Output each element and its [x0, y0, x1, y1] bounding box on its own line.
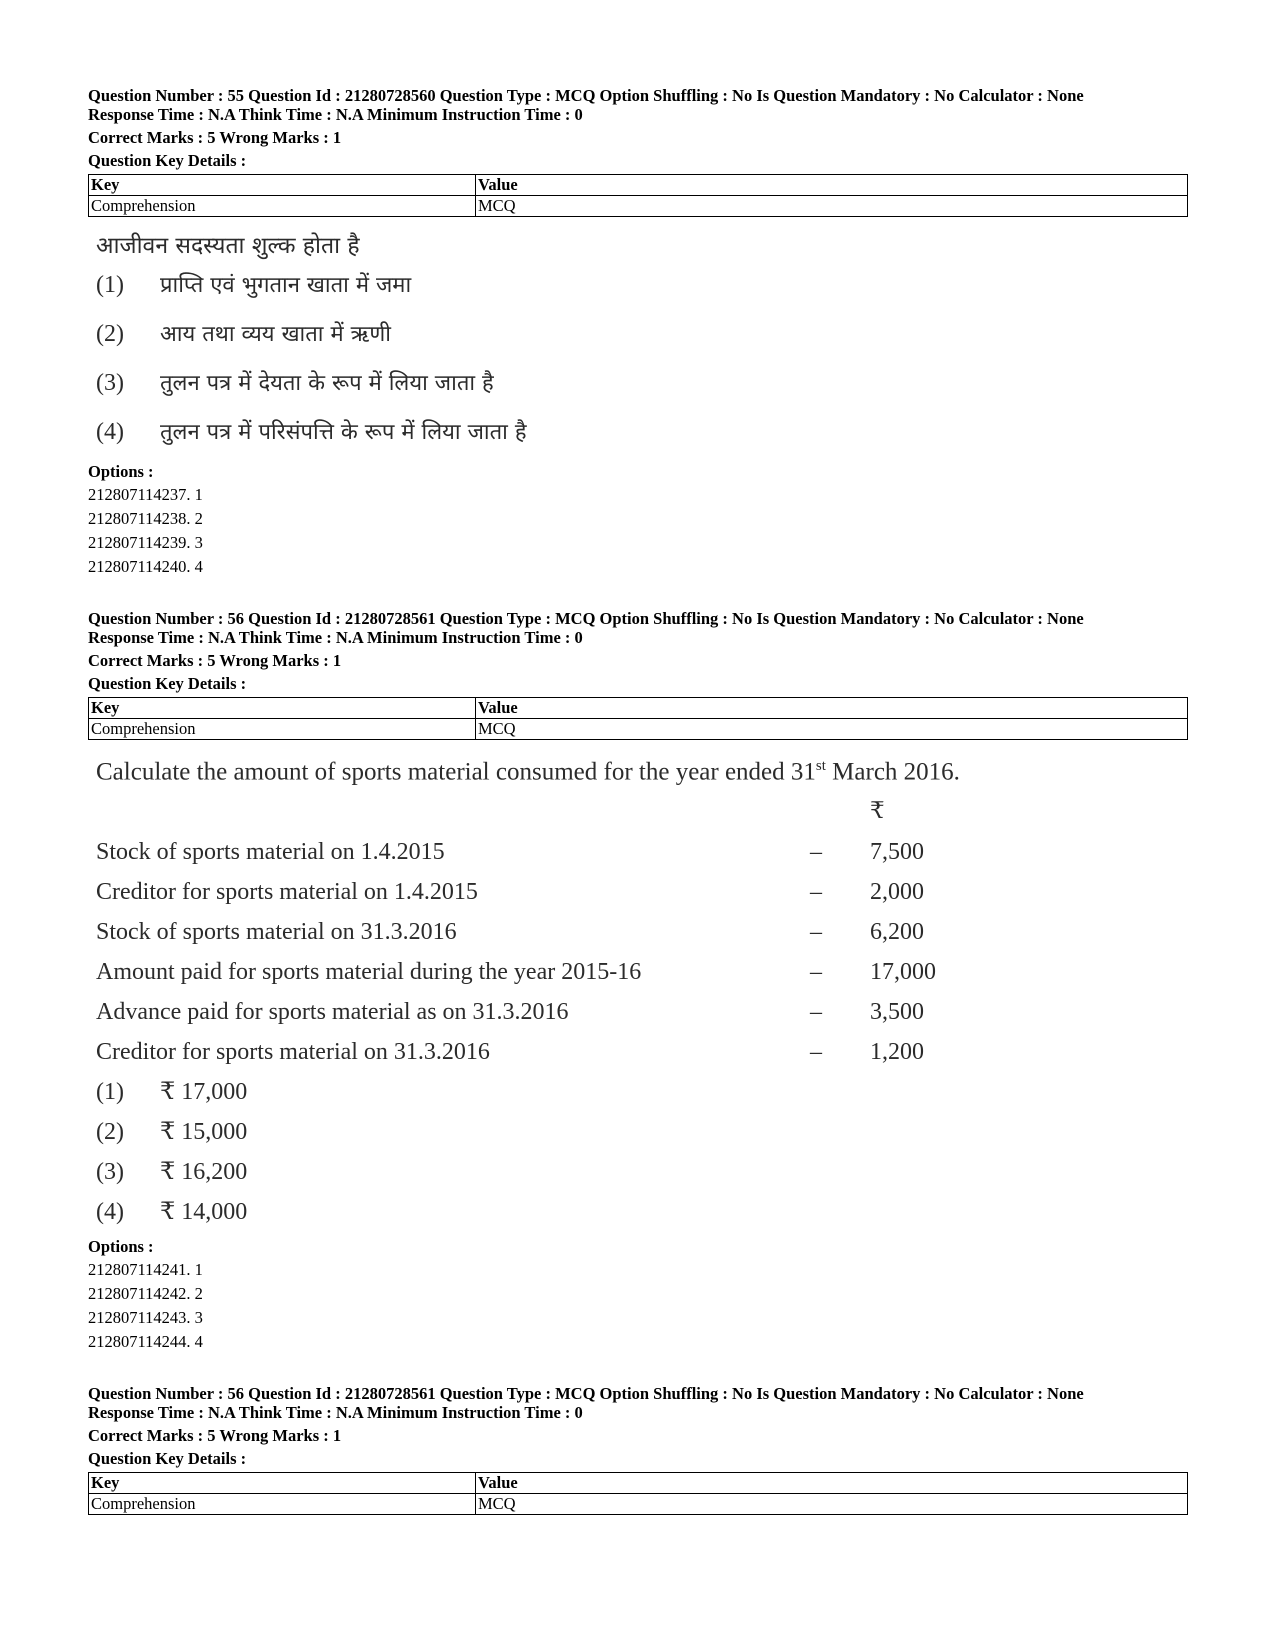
question-marks: Correct Marks : 5 Wrong Marks : 1 [88, 128, 342, 147]
table-row [89, 196, 1188, 217]
choice-number: (4) [96, 419, 124, 445]
row-label: Creditor for sports material on 1.4.2015 [96, 879, 478, 906]
table-row [89, 1494, 1188, 1515]
choice-text: ₹ 16,200 [160, 1159, 248, 1186]
row-amount: 7,500 [870, 839, 924, 866]
key-cell: Comprehension [89, 196, 476, 217]
row-dash: – [810, 959, 822, 986]
row-label: Amount paid for sports material during the year 2015-16 [96, 959, 642, 986]
section-gap [88, 1354, 1188, 1384]
value-cell: MCQ [476, 196, 1188, 217]
choice-text: ₹ 14,000 [160, 1199, 248, 1226]
choice-item [96, 310, 1188, 359]
key-details-label: Question Key Details : [88, 151, 247, 170]
row-label: Stock of sports material on 1.4.2015 [96, 839, 445, 866]
stem-text-end: March 2016. [825, 758, 960, 786]
options-label: Options : [88, 1237, 154, 1257]
value-cell: MCQ [476, 1494, 1188, 1515]
data-row [88, 992, 1188, 1032]
choice-item [96, 1072, 1188, 1112]
choice-number: (1) [96, 272, 124, 298]
section-gap [88, 579, 1188, 609]
data-row [88, 1032, 1188, 1072]
currency-symbol: ₹ [870, 798, 885, 824]
option-id: 212807114238. 2 [88, 509, 203, 528]
choice-number: (3) [96, 1159, 124, 1186]
value-cell: MCQ [476, 719, 1188, 740]
row-dash: – [810, 839, 822, 866]
question-timing: Response Time : N.A Think Time : N.A Minimum Instruction Time : 0 [88, 1403, 583, 1423]
question-timing: Response Time : N.A Think Time : N.A Minimum Instruction Time : 0 [88, 105, 583, 124]
key-header: Key [89, 1473, 476, 1494]
stem-superscript: st [815, 758, 826, 774]
key-cell: Comprehension [89, 1494, 476, 1515]
key-details-table [88, 697, 1188, 740]
row-amount: 6,200 [870, 919, 924, 946]
row-dash: – [810, 879, 822, 906]
row-amount: 1,200 [870, 1039, 924, 1066]
row-amount: 3,500 [870, 999, 924, 1026]
question-marks: Correct Marks : 5 Wrong Marks : 1 [88, 651, 342, 670]
question-timing: Response Time : N.A Think Time : N.A Minimum Instruction Time : 0 [88, 628, 583, 647]
data-row [88, 872, 1188, 912]
choice-number: (2) [96, 321, 124, 347]
key-header: Key [89, 175, 476, 196]
value-header: Value [476, 698, 1188, 719]
question-stem: आजीवन सदस्यता शुल्क होता है [96, 233, 360, 259]
choice-text: तुलन पत्र में परिसंपत्ति के रूप में लिया जाता है [160, 420, 527, 445]
choice-item [96, 1192, 1188, 1232]
question-marks: Correct Marks : 5 Wrong Marks : 1 [88, 1426, 342, 1446]
question-content [88, 231, 1188, 457]
question-56 [88, 609, 1188, 1354]
choice-item [96, 408, 1188, 457]
row-label: Stock of sports material on 31.3.2016 [96, 919, 457, 946]
question-content [88, 750, 1188, 1232]
question-stem [96, 750, 1188, 788]
choice-text: ₹ 15,000 [160, 1119, 248, 1146]
key-details-table [88, 174, 1188, 217]
choice-item [96, 1112, 1188, 1152]
choice-text: तुलन पत्र में देयता के रूप में लिया जाता है [160, 371, 494, 396]
option-id: 212807114243. 3 [88, 1308, 203, 1328]
option-id: 212807114239. 3 [88, 533, 203, 552]
option-id: 212807114241. 1 [88, 1260, 203, 1280]
choice-text: आय तथा व्यय खाता में ऋणी [160, 322, 392, 347]
value-header: Value [476, 1473, 1188, 1494]
key-details-label: Question Key Details : [88, 1449, 247, 1469]
row-dash: – [810, 1039, 822, 1066]
option-id: 212807114242. 2 [88, 1284, 203, 1304]
choice-text: प्राप्ति एवं भुगतान खाता में जमा [160, 273, 412, 298]
option-id: 212807114237. 1 [88, 485, 203, 504]
choice-number: (4) [96, 1199, 124, 1226]
option-id: 212807114244. 4 [88, 1332, 203, 1352]
choice-text: ₹ 17,000 [160, 1079, 248, 1106]
question-header: Question Number : 56 Question Id : 21280728561 Question Type : MCQ Option Shuffling : No Is Question Mandatory : No Calculator : None [88, 1384, 1084, 1404]
value-header: Value [476, 175, 1188, 196]
question-header: Question Number : 56 Question Id : 21280728561 Question Type : MCQ Option Shuffling : No Is Question Mandatory : No Calculator : None [88, 609, 1084, 628]
stem-text: Calculate the amount of sports material consumed for the year ended 31 [96, 758, 816, 786]
data-row [88, 912, 1188, 952]
choice-number: (3) [96, 370, 124, 396]
row-dash: – [810, 999, 822, 1026]
row-dash: – [810, 919, 822, 946]
currency-header [88, 798, 1188, 832]
table-row [89, 698, 1188, 719]
key-header: Key [89, 698, 476, 719]
key-details-label: Question Key Details : [88, 674, 247, 693]
option-id: 212807114240. 4 [88, 557, 203, 576]
question-header: Question Number : 55 Question Id : 21280728560 Question Type : MCQ Option Shuffling : No Is Question Mandatory : No Calculator : None [88, 86, 1084, 105]
choice-item [96, 261, 1188, 310]
choice-number: (2) [96, 1119, 124, 1146]
choice-item [96, 359, 1188, 408]
key-cell: Comprehension [89, 719, 476, 740]
data-row [88, 832, 1188, 872]
row-amount: 17,000 [870, 959, 936, 986]
row-label: Creditor for sports material on 31.3.2016 [96, 1039, 490, 1066]
table-row [89, 1473, 1188, 1494]
table-row [89, 719, 1188, 740]
table-row [89, 175, 1188, 196]
data-row [88, 952, 1188, 992]
choice-number: (1) [96, 1079, 124, 1106]
key-details-table [88, 1472, 1188, 1515]
question-56-repeat [88, 1384, 1188, 1515]
choice-item [96, 1152, 1188, 1192]
row-amount: 2,000 [870, 879, 924, 906]
question-55 [88, 86, 1188, 579]
row-label: Advance paid for sports material as on 31.3.2016 [96, 999, 569, 1026]
document-page [88, 86, 1188, 1515]
options-label: Options : [88, 462, 154, 481]
